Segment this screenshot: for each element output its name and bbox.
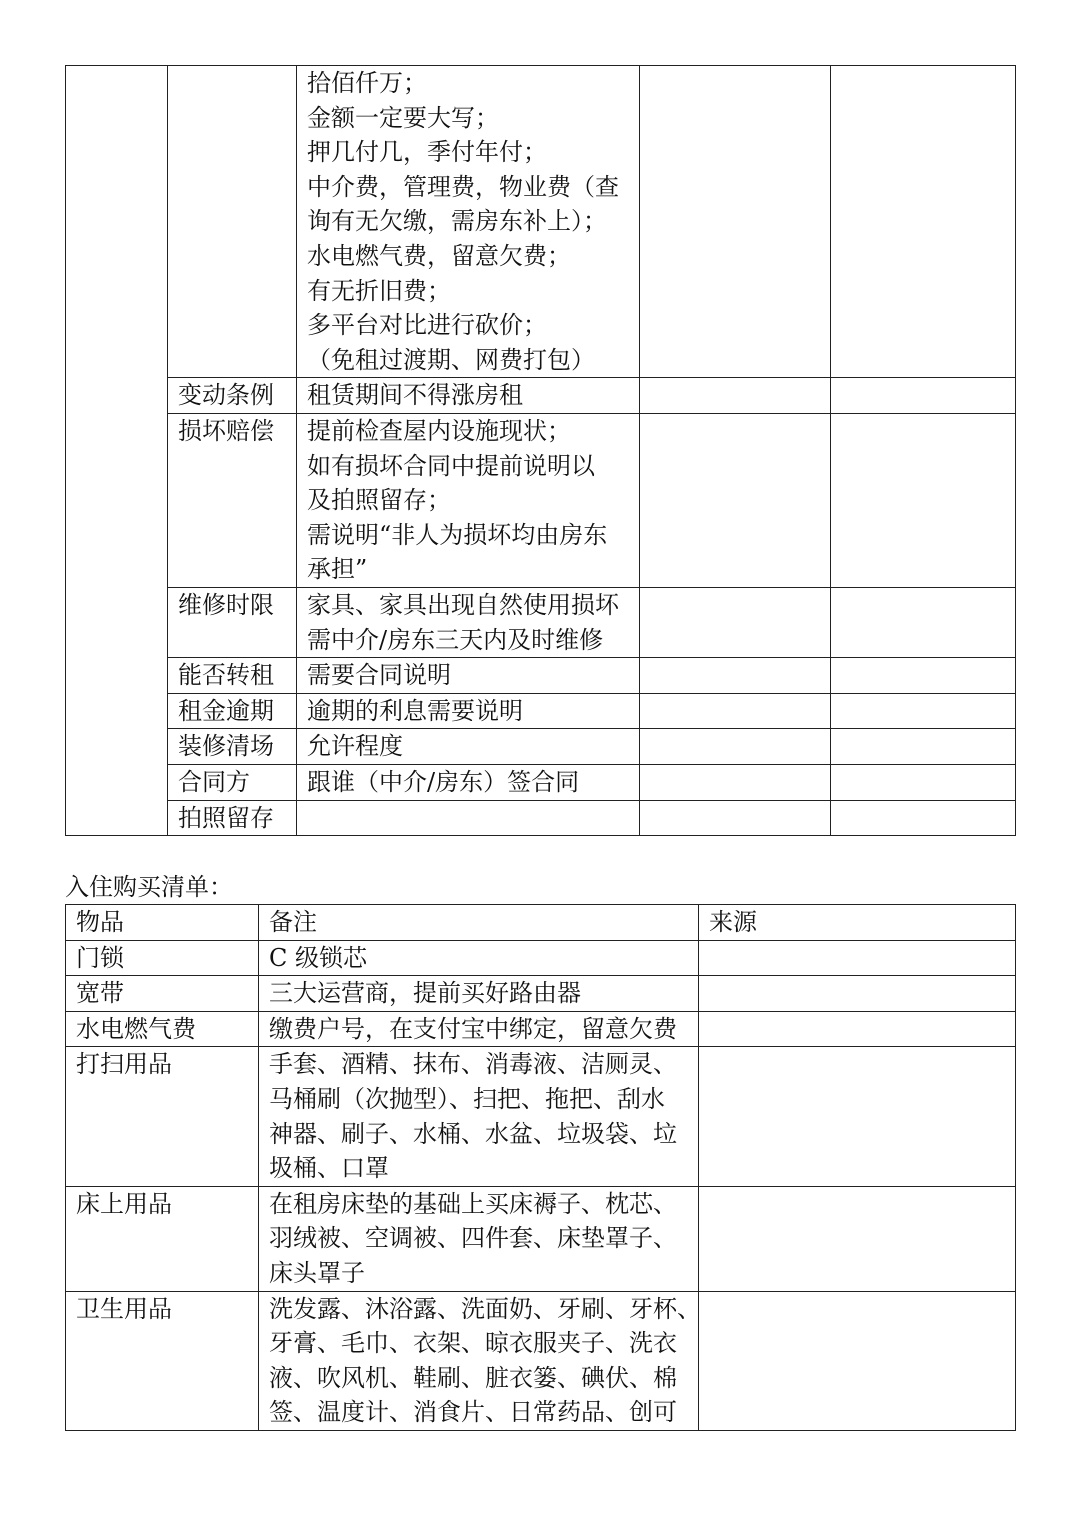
- table-row: [66, 940, 1016, 976]
- note-line: 多平台对比进行砍价；: [307, 311, 547, 340]
- notes-cell: 租赁期间不得涨房租: [297, 378, 640, 414]
- source-cell: [699, 1186, 1016, 1291]
- empty-cell: [831, 693, 1016, 729]
- note-line: 提前检查屋内设施现状；: [307, 416, 571, 445]
- table-row: [66, 1011, 1016, 1047]
- header-row: [66, 905, 1016, 941]
- table-row: [66, 729, 1016, 765]
- table-row: [66, 66, 1016, 378]
- notes-cell: [259, 1047, 699, 1186]
- note-line: 承担”: [307, 555, 368, 584]
- notes-cell: 缴费户号，在支付宝中绑定，留意欠费: [259, 1011, 699, 1047]
- table-row: [66, 1047, 1016, 1186]
- notes-cell: 需要合同说明: [297, 658, 640, 694]
- empty-cell: [831, 658, 1016, 694]
- note-line: 马桶刷（次抛型）、扫把、拖把、刮水: [269, 1084, 665, 1113]
- empty-cell: [831, 66, 1016, 378]
- notes-cell: [259, 1291, 699, 1430]
- table-row: [66, 693, 1016, 729]
- note-line: 签、温度计、消食片、日常药品、创可: [269, 1398, 677, 1427]
- empty-cell: [640, 764, 831, 800]
- table-row: [66, 976, 1016, 1012]
- empty-cell: [640, 587, 831, 657]
- category-cell: [66, 66, 168, 836]
- item-cell: 卫生用品: [66, 1291, 259, 1430]
- item-cell: 门锁: [66, 940, 259, 976]
- contract-terms-table: [65, 65, 1016, 836]
- notes-cell: [297, 587, 640, 657]
- shopping-list-table: [65, 904, 1016, 1431]
- note-line: 中介费，管理费，物业费（查: [307, 172, 619, 201]
- empty-cell: [831, 587, 1016, 657]
- note-line: 拾佰仟万；: [307, 69, 427, 97]
- source-cell: [699, 1047, 1016, 1186]
- notes-cell: [297, 413, 640, 587]
- notes-cell: C 级锁芯: [259, 940, 699, 976]
- note-line: 家具、家具出现自然使用损坏: [307, 590, 619, 619]
- source-cell: [699, 1291, 1016, 1430]
- source-cell: [699, 940, 1016, 976]
- empty-cell: [831, 729, 1016, 765]
- empty-cell: [831, 800, 1016, 836]
- note-line: 洗发露、沐浴露、洗面奶、牙刷、牙杯、: [269, 1294, 701, 1323]
- item-cell: 打扫用品: [66, 1047, 259, 1186]
- notes-cell: [297, 800, 640, 836]
- item-cell: 宽带: [66, 976, 259, 1012]
- note-line: 羽绒被、空调被、四件套、床垫罩子、: [269, 1224, 677, 1253]
- header-cell: 来源: [699, 905, 1016, 941]
- table-row: [66, 587, 1016, 657]
- header-cell: 备注: [259, 905, 699, 941]
- header-cell: 物品: [66, 905, 259, 941]
- notes-cell: 允许程度: [297, 729, 640, 765]
- empty-cell: [831, 378, 1016, 414]
- empty-cell: [640, 378, 831, 414]
- empty-cell: [640, 800, 831, 836]
- item-cell: 装修清场: [168, 729, 297, 765]
- note-line: （免租过渡期、网费打包）: [307, 345, 595, 374]
- note-line: 需说明“非人为损坏均由房东: [307, 520, 608, 549]
- note-line: 有无折旧费；: [307, 276, 451, 305]
- table-row: [66, 764, 1016, 800]
- empty-cell: [640, 729, 831, 765]
- empty-cell: [640, 66, 831, 378]
- empty-cell: [831, 764, 1016, 800]
- item-cell: 合同方: [168, 764, 297, 800]
- table-row: [66, 1291, 1016, 1430]
- empty-cell: [640, 658, 831, 694]
- notes-cell: 三大运营商，提前买好路由器: [259, 976, 699, 1012]
- note-line: 神器、刷子、水桶、水盆、垃圾袋、垃: [269, 1119, 677, 1148]
- note-line: 金额一定要大写；: [307, 103, 499, 132]
- note-line: 水电燃气费，留意欠费；: [307, 241, 571, 270]
- item-cell: 变动条例: [168, 378, 297, 414]
- table-row: [66, 413, 1016, 587]
- source-cell: [699, 1011, 1016, 1047]
- empty-cell: [640, 693, 831, 729]
- table-row: [66, 658, 1016, 694]
- notes-cell: 跟谁（中介/房东）签合同: [297, 764, 640, 800]
- item-cell: 维修时限: [168, 587, 297, 657]
- note-line: 液、吹风机、鞋刷、脏衣篓、碘伏、棉: [269, 1363, 677, 1392]
- note-line: 如有损坏合同中提前说明以: [307, 451, 595, 480]
- notes-cell: [259, 1186, 699, 1291]
- notes-cell: [297, 66, 640, 378]
- note-line: 圾桶、口罩: [269, 1154, 389, 1183]
- note-line: 在租房床垫的基础上买床褥子、枕芯、: [269, 1189, 677, 1218]
- item-cell: 能否转租: [168, 658, 297, 694]
- item-cell: 损坏赔偿: [168, 413, 297, 587]
- item-cell: 租金逾期: [168, 693, 297, 729]
- table-row: [66, 378, 1016, 414]
- note-line: 需中介/房东三天内及时维修: [307, 625, 604, 654]
- empty-cell: [831, 413, 1016, 587]
- shopping-list-body: [66, 905, 1016, 1431]
- note-line: 床头罩子: [269, 1258, 365, 1287]
- source-cell: [699, 976, 1016, 1012]
- note-line: 押几付几，季付年付；: [307, 138, 547, 167]
- item-cell: 床上用品: [66, 1186, 259, 1291]
- note-line: 询有无欠缴，需房东补上）；: [307, 207, 607, 236]
- notes-cell: 逾期的利息需要说明: [297, 693, 640, 729]
- contract-terms-body: [66, 66, 1016, 836]
- note-line: 及拍照留存；: [307, 486, 451, 515]
- note-line: 手套、酒精、抹布、消毒液、洁厕灵、: [269, 1050, 677, 1079]
- table-row: [66, 800, 1016, 836]
- item-cell: 拍照留存: [168, 800, 297, 836]
- item-cell: 水电燃气费: [66, 1011, 259, 1047]
- shopping-list-caption: 入住购买清单：: [65, 873, 233, 901]
- note-line: 牙膏、毛巾、衣架、晾衣服夹子、洗衣: [269, 1329, 677, 1358]
- table-row: [66, 1186, 1016, 1291]
- empty-cell: [640, 413, 831, 587]
- item-cell: [168, 66, 297, 378]
